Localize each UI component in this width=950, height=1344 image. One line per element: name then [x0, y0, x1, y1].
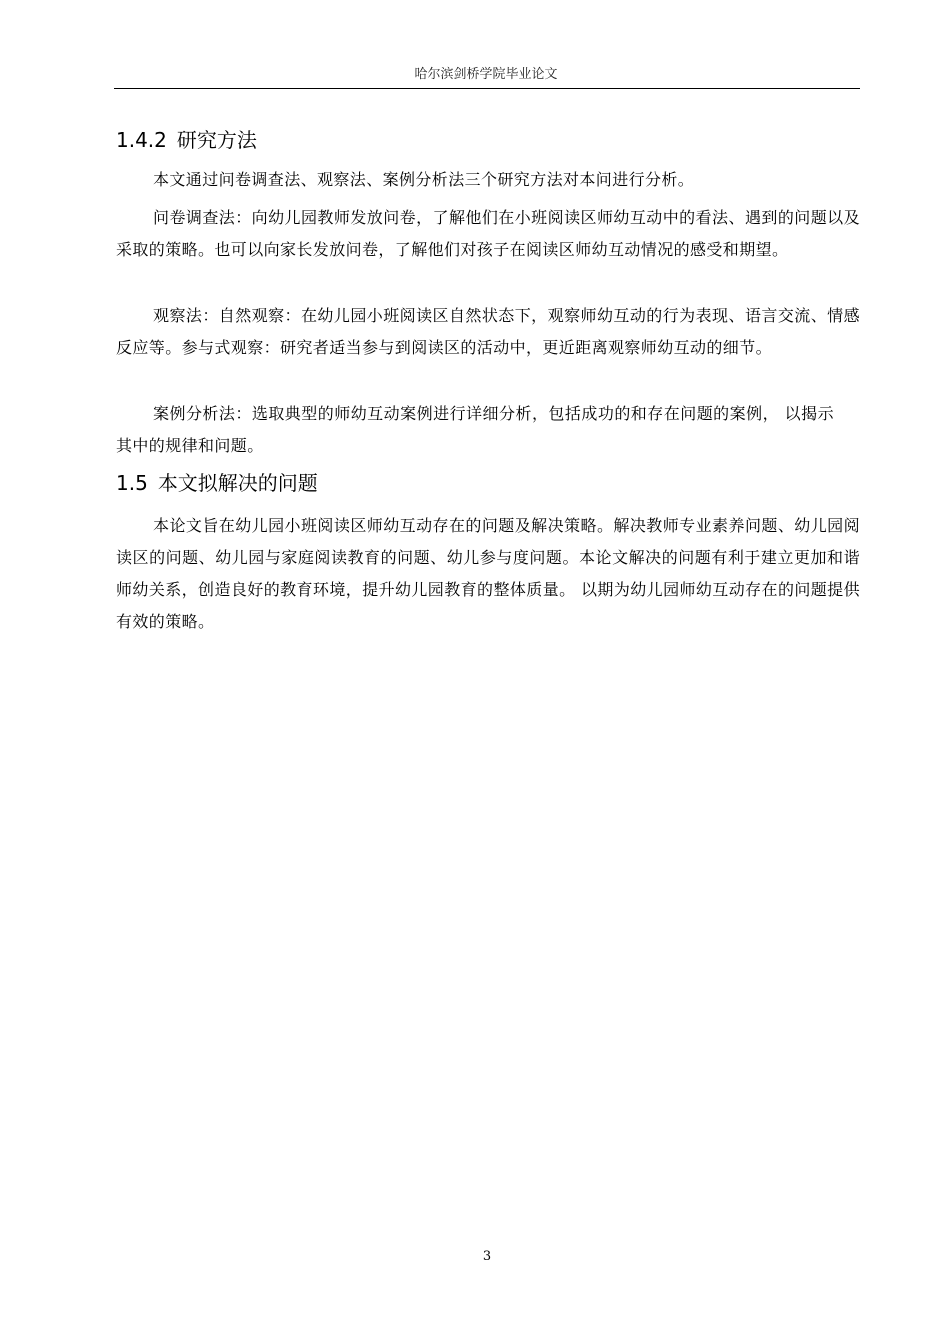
page-number: 3	[482, 1249, 492, 1264]
section-title: 研究方法	[176, 128, 257, 152]
paragraph-case-analysis: 案例分析法：选取典型的师幼互动案例进行详细分析，包括成功的和存在问题的案例， 以揭示其中的规律和问题。	[116, 404, 834, 455]
page-header: 哈尔滨剑桥学院毕业论文	[414, 67, 558, 82]
header-rule	[114, 88, 860, 89]
section-heading-1-5	[116, 469, 318, 497]
paragraph-intro: 本文通过问卷调查法、观察法、案例分析法三个研究方法对本问进行分析。	[153, 170, 695, 189]
section-title: 本文拟解决的问题	[157, 471, 318, 495]
paragraph-questionnaire: 问卷调查法：向幼儿园教师发放问卷，了解他们在小班阅读区师幼互动中的看法、遇到的问题以及采取的策略。也可以向家长发放问卷，了解他们对孩子在阅读区师幼互动情况的感受和期望。	[116, 208, 860, 259]
paragraph-observation: 观察法：自然观察：在幼儿园小班阅读区自然状态下，观察师幼互动的行为表现、语言交流、情感反应等。参与式观察：研究者适当参与到阅读区的活动中，更近距离观察师幼互动的细节。	[116, 306, 860, 357]
section-heading-1-4-2	[116, 126, 257, 154]
paragraph-problems: 本论文旨在幼儿园小班阅读区师幼互动存在的问题及解决策略。解决教师专业素养问题、幼儿园阅读区的问题、幼儿园与家庭阅读教育的问题、幼儿参与度问题。本论文解决的问题有利于建立更加和谐师幼关系，创造良好的教育环境，提升幼儿园教育的整体质量。 以期为幼儿园师幼互动存在的问题提供有效的策略。	[116, 516, 860, 631]
section-number: 1.4.2	[116, 128, 167, 152]
section-number: 1.5	[116, 471, 148, 495]
